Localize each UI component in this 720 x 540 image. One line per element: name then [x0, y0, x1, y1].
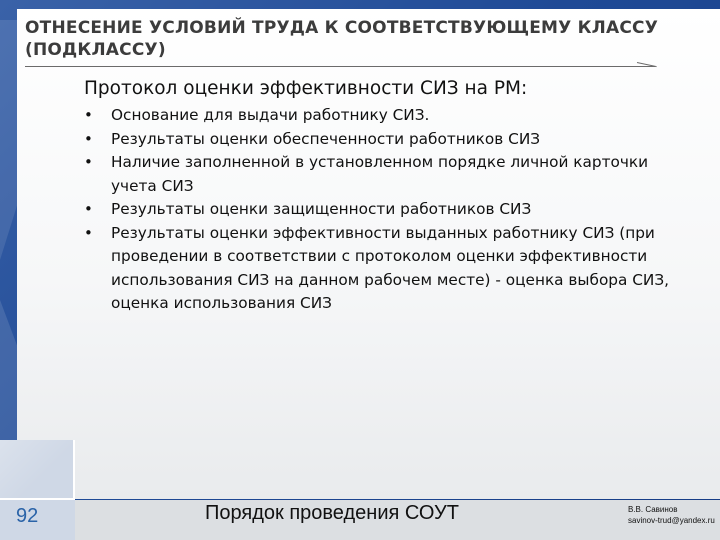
title-underline: [25, 66, 655, 67]
bullet-text: Результаты оценки защищенности работников СИЗ: [111, 200, 532, 218]
bullet-item: [84, 198, 694, 222]
bullet-marker: •: [84, 129, 93, 148]
footer-credit: [628, 504, 715, 526]
bullet-marker: •: [84, 153, 93, 171]
bullet-text: Наличие заполненной в установленном порядке личной карточки учета СИЗ: [111, 153, 649, 195]
decorative-corner-box: [0, 440, 75, 500]
bullet-item: [84, 151, 694, 198]
bullet-item: [84, 128, 694, 152]
credit-email: savinov-trud@yandex.ru: [628, 516, 715, 525]
bullet-marker: •: [84, 200, 93, 218]
bullet-item: [84, 104, 694, 128]
slide-subtitle: Протокол оценки эффективности СИЗ на РМ:: [84, 78, 528, 99]
slide-title: ОТНЕСЕНИЕ УСЛОВИЙ ТРУДА К СООТВЕТСТВУЮЩЕМУ КЛАССУ (ПОДКЛАССУ): [25, 18, 658, 60]
footer-title: Порядок проведения СОУТ: [205, 502, 459, 524]
bullet-list: [84, 104, 694, 316]
credit-name: В.В. Савинов: [628, 505, 678, 514]
bullet-marker: •: [84, 106, 93, 124]
bullet-text: Результаты оценки обеспеченности работников СИЗ: [111, 129, 541, 148]
bullet-text: Результаты оценки эффективности выданных работнику СИЗ (при проведении в соответствии с протоколом оценки эффективности использования СИЗ на данном рабочем месте) - оценка выбора СИЗ, оценка использования СИЗ: [111, 223, 670, 312]
bullet-item: [84, 222, 694, 316]
bullet-text: Основание для выдачи работнику СИЗ.: [111, 106, 430, 124]
page-number: 92: [16, 505, 39, 527]
bullet-marker: •: [84, 223, 93, 242]
